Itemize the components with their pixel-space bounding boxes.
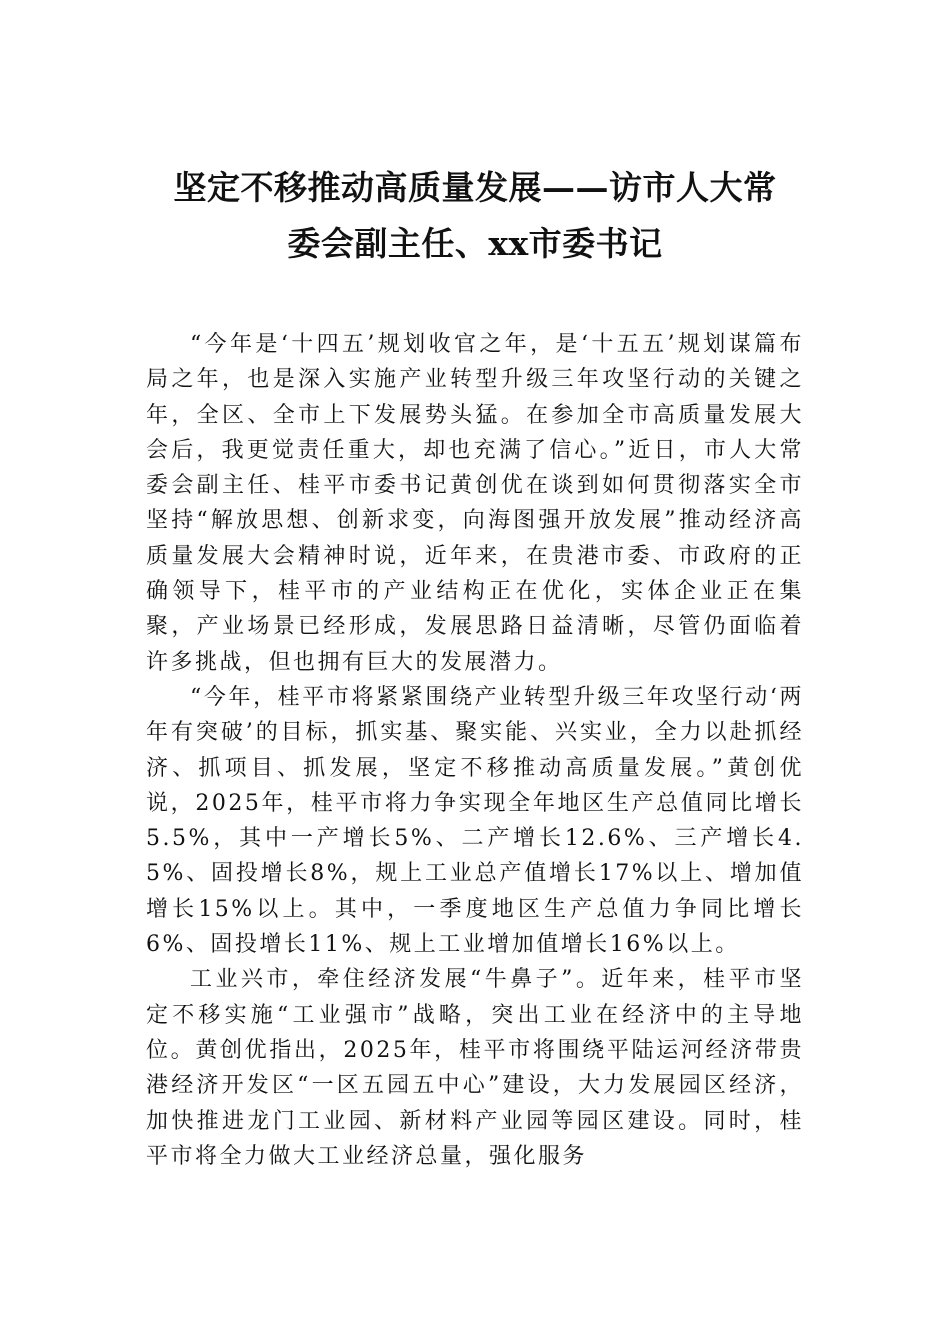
article-body [146,327,804,1174]
document-title [150,160,800,272]
paragraph-2: “今年，桂平市将紧紧围绕产业转型升级三年攻坚行动‘两年有突破’的目标，抓实基、聚实能、兴实业，全力以赴抓经济、抓项目、抓发展，坚定不移推动高质量发展。”黄创优说，2025年，桂平市将力争实现全年地区生产总值同比增长5.5%，其中一产增长5%、二产增长12.6%、三产增长4.5%、固投增长8%，规上工业总产值增长17%以上、增加值增长15%以上。其中，一季度地区生产总值力争同比增长6%、固投增长11%、规上工业增加值增长16%以上。 [146,684,804,958]
title-line-2: 委会副主任、xx市委书记 [287,224,663,263]
title-line-1: 坚定不移推动高质量发展——访市人大常 [173,168,777,207]
paragraph-3: 工业兴市，牵住经济发展“牛鼻子”。近年来，桂平市坚定不移实施“工业强市”战略，突出工业在经济中的主导地位。黄创优指出，2025年，桂平市将围绕平陆运河经济带贵港经济开发区“一区五园五中心”建设，大力发展园区经济，加快推进龙门工业园、新材料产业园等园区建设。同时，桂平市将全力做大工业经济总量，强化服务 [146,967,804,1169]
paragraph-1: “今年是‘十四五’规划收官之年，是‘十五五’规划谋篇布局之年，也是深入实施产业转型升级三年攻坚行动的关键之年，全区、全市上下发展势头猛。在参加全市高质量发展大会后，我更觉责任重大，却也充满了信心。”近日，市人大常委会副主任、桂平市委书记黄创优在谈到如何贯彻落实全市坚持“解放思想、创新求变，向海图强开放发展”推动经济高质量发展大会精神时说，近年来，在贵港市委、市政府的正确领导下，桂平市的产业结构正在优化，实体企业正在集聚，产业场景已经形成，发展思路日益清晰，尽管仍面临着许多挑战，但也拥有巨大的发展潜力。 [146,332,804,675]
